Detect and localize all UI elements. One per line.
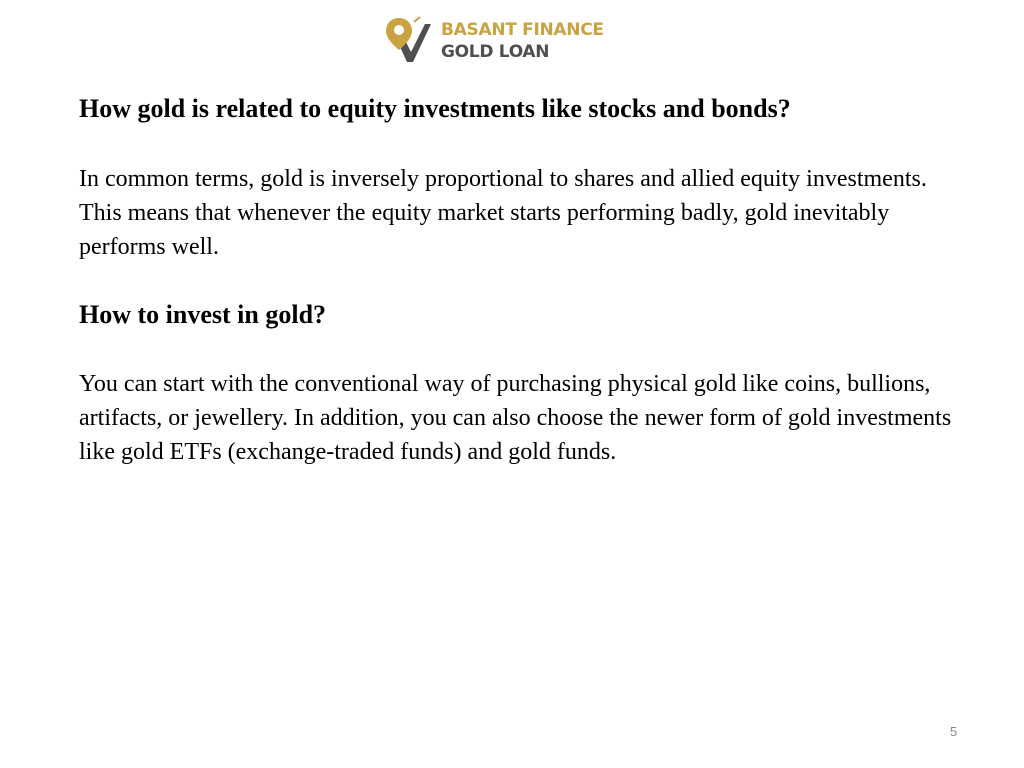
gold-pin-check-icon	[385, 16, 433, 66]
logo-brand-name: BASANT FINANCE	[441, 20, 604, 40]
section-paragraph-invest-gold: You can start with the conventional way of purchasing physical gold like coins, bullions, artifacts, or jewellery. In addition, you can also choose the newer form of gold investments like gold ETFs (exchange-traded funds) and gold funds.	[79, 371, 952, 465]
logo-tagline: GOLD LOAN	[441, 42, 550, 62]
section-heading-invest-gold: How to invest in gold?	[79, 300, 327, 329]
company-logo	[385, 16, 625, 66]
section-paragraph-gold-equity: In common terms, gold is inversely proportional to shares and allied equity investments. This means that whenever the equity market starts performing badly, gold inevitably performs well.	[79, 166, 927, 260]
page-number: 5	[950, 724, 958, 739]
slide-content	[79, 92, 979, 469]
section-heading-gold-equity: How gold is related to equity investments like stocks and bonds?	[79, 94, 791, 123]
logo-text	[441, 19, 604, 63]
